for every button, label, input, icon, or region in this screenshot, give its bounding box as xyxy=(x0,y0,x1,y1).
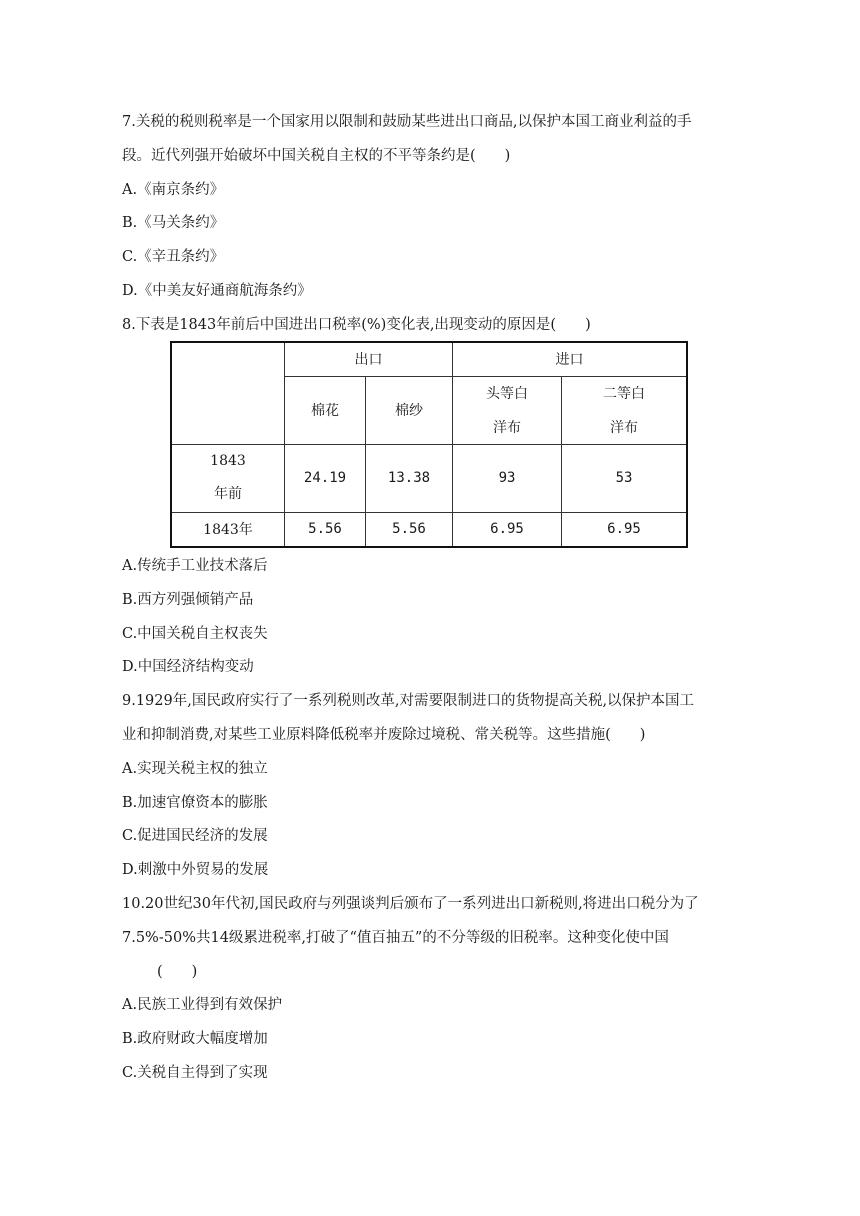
table-row xyxy=(171,512,687,547)
header-first-grade-line2: 洋布 xyxy=(493,420,521,436)
q9-option-c: C.促进国民经济的发展 xyxy=(122,828,268,844)
q8-option-c: C.中国关税自主权丧失 xyxy=(122,626,268,642)
row-label-before-1843 xyxy=(171,444,285,512)
q9-option-b: B.加速官僚资本的膨胀 xyxy=(122,795,268,811)
header-first-grade-cloth xyxy=(453,376,562,444)
cell-value: 5.56 xyxy=(285,512,366,547)
cell-value: 6.95 xyxy=(562,512,688,547)
cell-value: 53 xyxy=(562,444,688,512)
cell-value: 6.95 xyxy=(453,512,562,547)
q10-stem-line1: 10.20世纪30年代初,国民政府与列强谈判后颁布了一系列进出口新税则,将进出口税分为了 xyxy=(122,896,699,912)
cell-value: 24.19 xyxy=(285,444,366,512)
q10-stem-line2: 7.5%-50%共14级累进税率,打破了“值百抽五”的不分等级的旧税率。这种变化使中国 xyxy=(122,930,669,946)
q9-option-a: A.实现关税主权的独立 xyxy=(122,761,268,777)
q7-stem-line1: 7.关税的税则税率是一个国家用以限制和鼓励某些进出口商品,以保护本国工商业利益的手 xyxy=(122,114,692,130)
q7-option-d: D.《中美友好通商航海条约》 xyxy=(122,283,312,299)
row-label-before-line2: 年前 xyxy=(214,486,242,502)
q7-option-b: B.《马关条约》 xyxy=(122,215,225,231)
q7-option-c: C.《辛丑条约》 xyxy=(122,249,225,265)
q7-option-a: A.《南京条约》 xyxy=(122,182,225,198)
q10-option-c: C.关税自主得到了实现 xyxy=(122,1065,268,1081)
header-cotton-yarn: 棉纱 xyxy=(366,376,453,444)
row-label-1843: 1843年 xyxy=(171,512,285,547)
table-corner-cell xyxy=(171,342,285,444)
header-cotton: 棉花 xyxy=(285,376,366,444)
cell-value: 13.38 xyxy=(366,444,453,512)
q9-stem-line2: 业和抑制消费,对某些工业原料降低税率并废除过境税、常关税等。这些措施( ) xyxy=(122,727,646,743)
header-import: 进口 xyxy=(453,342,688,376)
tax-rate-table xyxy=(170,341,688,548)
q10-option-a: A.民族工业得到有效保护 xyxy=(122,997,283,1013)
header-second-grade-line2: 洋布 xyxy=(610,420,638,436)
q8-stem: 8.下表是1843年前后中国进出口税率(%)变化表,出现变动的原因是( ) xyxy=(122,317,591,333)
q9-stem-line1: 9.1929年,国民政府实行了一系列税则改革,对需要限制进口的货物提高关税,以保护本国工 xyxy=(122,693,695,709)
header-second-grade-cloth xyxy=(562,376,688,444)
row-label-before-line1: 1843 xyxy=(210,453,246,469)
header-second-grade-line1: 二等白 xyxy=(603,386,645,402)
q9-option-d: D.刺激中外贸易的发展 xyxy=(122,862,269,878)
table-row xyxy=(171,444,687,512)
q10-option-b: B.政府财政大幅度增加 xyxy=(122,1031,268,1047)
q8-option-d: D.中国经济结构变动 xyxy=(122,659,254,675)
header-export: 出口 xyxy=(285,342,453,376)
header-first-grade-line1: 头等白 xyxy=(486,386,528,402)
q8-option-a: A.传统手工业技术落后 xyxy=(122,558,268,574)
q8-option-b: B.西方列强倾销产品 xyxy=(122,592,254,608)
q10-answer-blank: ( ) xyxy=(157,964,198,980)
cell-value: 5.56 xyxy=(366,512,453,547)
q7-stem-line2: 段。近代列强开始破坏中国关税自主权的不平等条约是( ) xyxy=(122,148,511,164)
cell-value: 93 xyxy=(453,444,562,512)
